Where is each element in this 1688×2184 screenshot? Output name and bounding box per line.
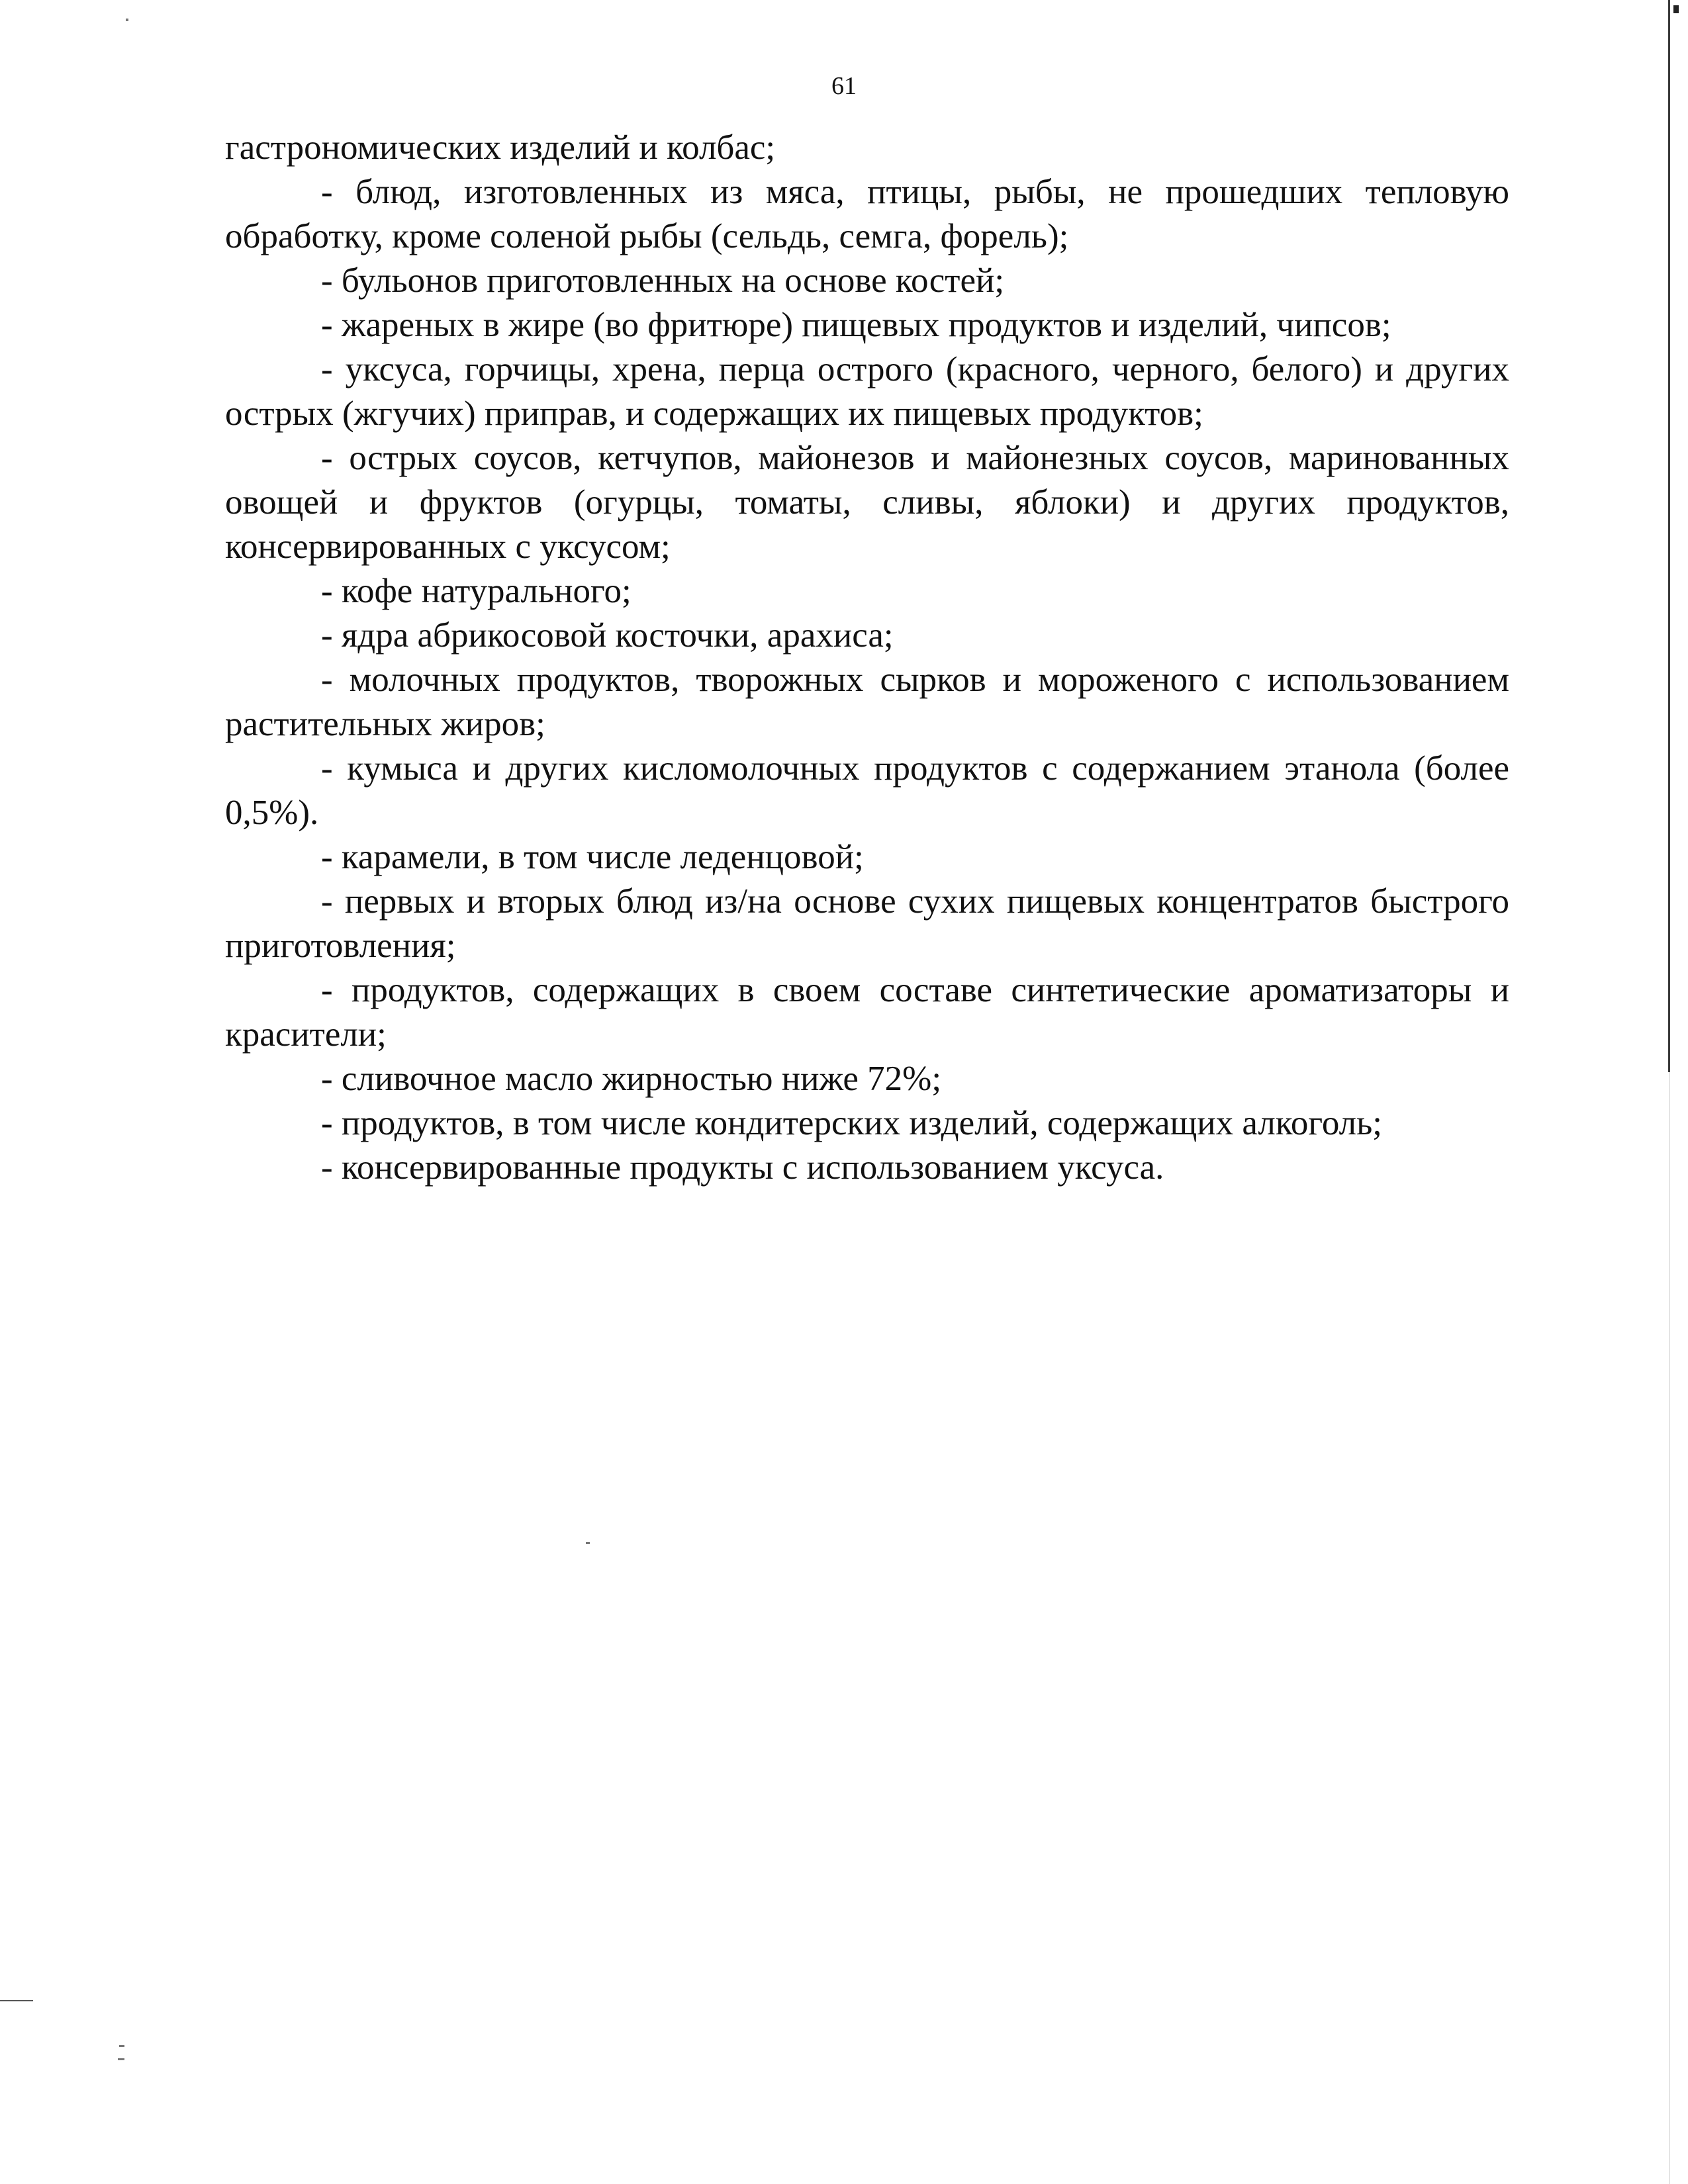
list-item: - острых соусов, кетчупов, майонезов и майонезных соусов, маринованных овощей и фруктов (огурцы, томаты, сливы, яблоки) и других продуктов, консервированных с уксусом;: [225, 439, 1509, 566]
list-item: - кумыса и других кисломолочных продуктов с содержанием этанола (более 0,5%).: [225, 749, 1509, 832]
paragraph-continuation: гастрономических изделий и колбас;: [225, 128, 776, 167]
page-number: 61: [831, 72, 857, 100]
list-item: - продуктов, содержащих в своем составе синтетические ароматизаторы и красители;: [225, 971, 1509, 1054]
list-item: - жареных в жире (во фритюре) пищевых продуктов и изделий, чипсов;: [321, 306, 1391, 344]
scan-edge-line: [1668, 0, 1670, 1072]
list-item: - бульонов приготовленных на основе костей;: [321, 261, 1005, 300]
list-item: - карамели, в том числе леденцовой;: [321, 838, 864, 876]
list-item: - продуктов, в том числе кондитерских изделий, содержащих алкоголь;: [321, 1104, 1382, 1142]
scan-speck: [1673, 5, 1679, 13]
list-item: - молочных продуктов, творожных сырков и мороженого с использованием растительных жиров;: [225, 660, 1509, 743]
scan-edge-line-faint: [1669, 1072, 1670, 2184]
list-item: - сливочное масло жирностью ниже 72%;: [321, 1060, 942, 1098]
scan-speck: [0, 2000, 33, 2001]
list-item: - консервированные продукты с использованием уксуса.: [321, 1148, 1164, 1187]
list-item: - ядра абрикосовой косточки, арахиса;: [321, 616, 894, 655]
list-item: - уксуса, горчицы, хрена, перца острого (красного, черного, белого) и других острых (жгучих) приправ, и содержащих их пищевых продуктов;: [225, 350, 1509, 433]
body-text: [225, 126, 1509, 1190]
scan-speck: [126, 19, 128, 21]
list-item: - блюд, изготовленных из мяса, птицы, рыбы, не прошедших тепловую обработку, кроме соленой рыбы (сельдь, семга, форель);: [225, 173, 1509, 255]
list-item: - кофе натурального;: [321, 572, 632, 610]
list-item: - первых и вторых блюд из/на основе сухих пищевых концентратов быстрого приготовления;: [225, 882, 1509, 965]
scan-speck: [586, 1542, 590, 1544]
scan-speck: [119, 2045, 124, 2047]
scan-speck: [118, 2058, 124, 2060]
